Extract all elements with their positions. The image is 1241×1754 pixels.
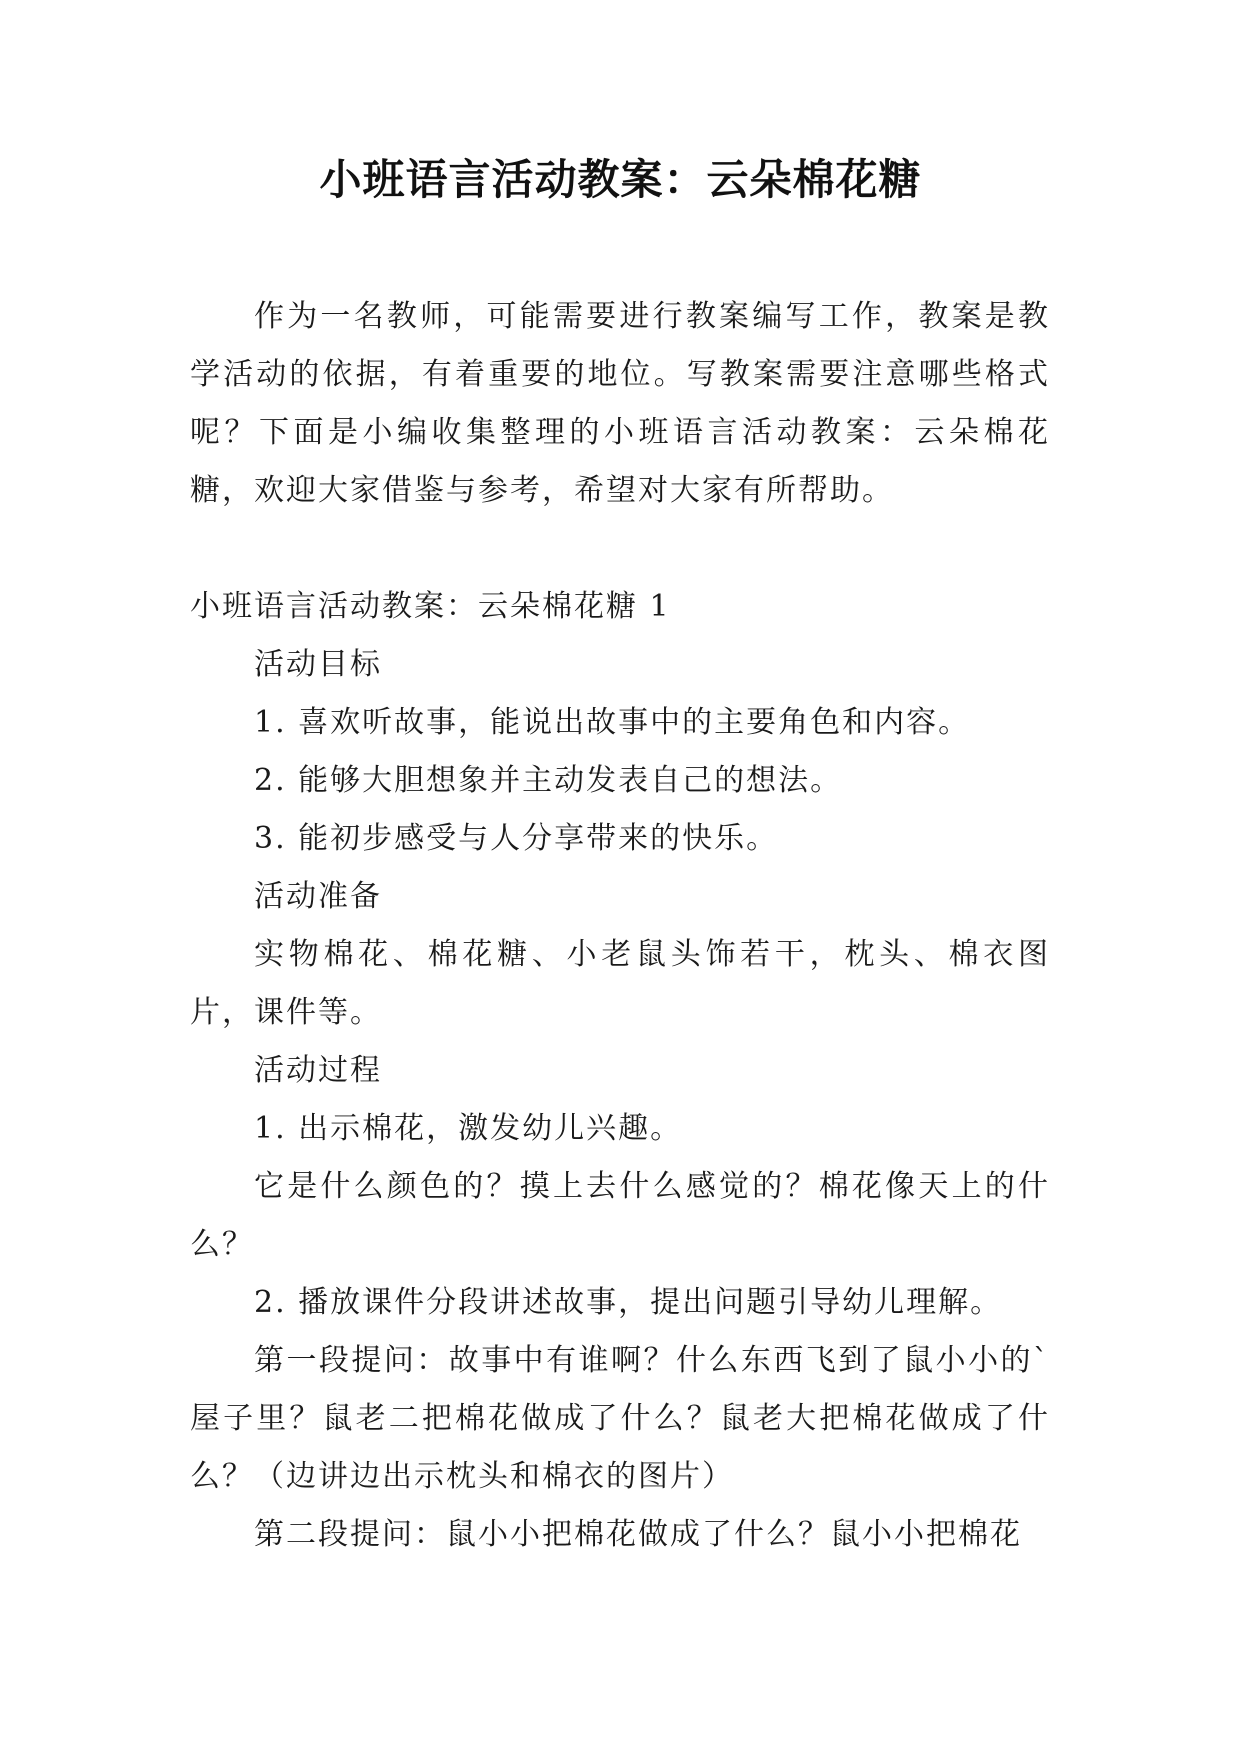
section-heading: 小班语言活动教案：云朵棉花糖 1: [190, 589, 671, 624]
goal-item-2: 2. 能够大胆想象并主动发表自己的想法。: [254, 763, 843, 798]
intro-paragraph: 作为一名教师，可能需要进行教案编写工作，教案是教学活动的依据，有着重要的地位。写教案需要注意哪些格式呢？下面是小编收集整理的小班语言活动教案：云朵棉花糖，欢迎大家借鉴与参考，希望对大家有所帮助。: [190, 299, 1050, 508]
story-paragraph-2: 第二段提问：鼠小小把棉花做成了什么？鼠小小把棉花: [254, 1517, 1022, 1552]
process-step-1-questions: 它是什么颜色的？摸上去什么感觉的？棉花像天上的什么？: [190, 1169, 1050, 1262]
document-title: 小班语言活动教案：云朵棉花糖: [319, 155, 922, 204]
process-step-2: 2. 播放课件分段讲述故事，提出问题引导幼儿理解。: [254, 1285, 1003, 1320]
prep-text: 实物棉花、棉花糖、小老鼠头饰若干，枕头、棉衣图片，课件等。: [190, 937, 1050, 1030]
prep-heading: 活动准备: [254, 879, 382, 914]
goal-item-1: 1. 喜欢听故事，能说出故事中的主要角色和内容。: [254, 705, 971, 740]
process-step-1: 1. 出示棉花，激发幼儿兴趣。: [254, 1111, 683, 1146]
story-paragraph-1: 第一段提问：故事中有谁啊？什么东西飞到了鼠小小的`屋子里？鼠老二把棉花做成了什么？鼠老大把棉花做成了什么？（边讲边出示枕头和棉衣的图片）: [190, 1343, 1050, 1494]
goal-item-3: 3. 能初步感受与人分享带来的快乐。: [254, 821, 779, 856]
lesson-plan-content: [190, 578, 1050, 1564]
goal-heading: 活动目标: [254, 647, 382, 682]
process-heading: 活动过程: [254, 1053, 382, 1088]
